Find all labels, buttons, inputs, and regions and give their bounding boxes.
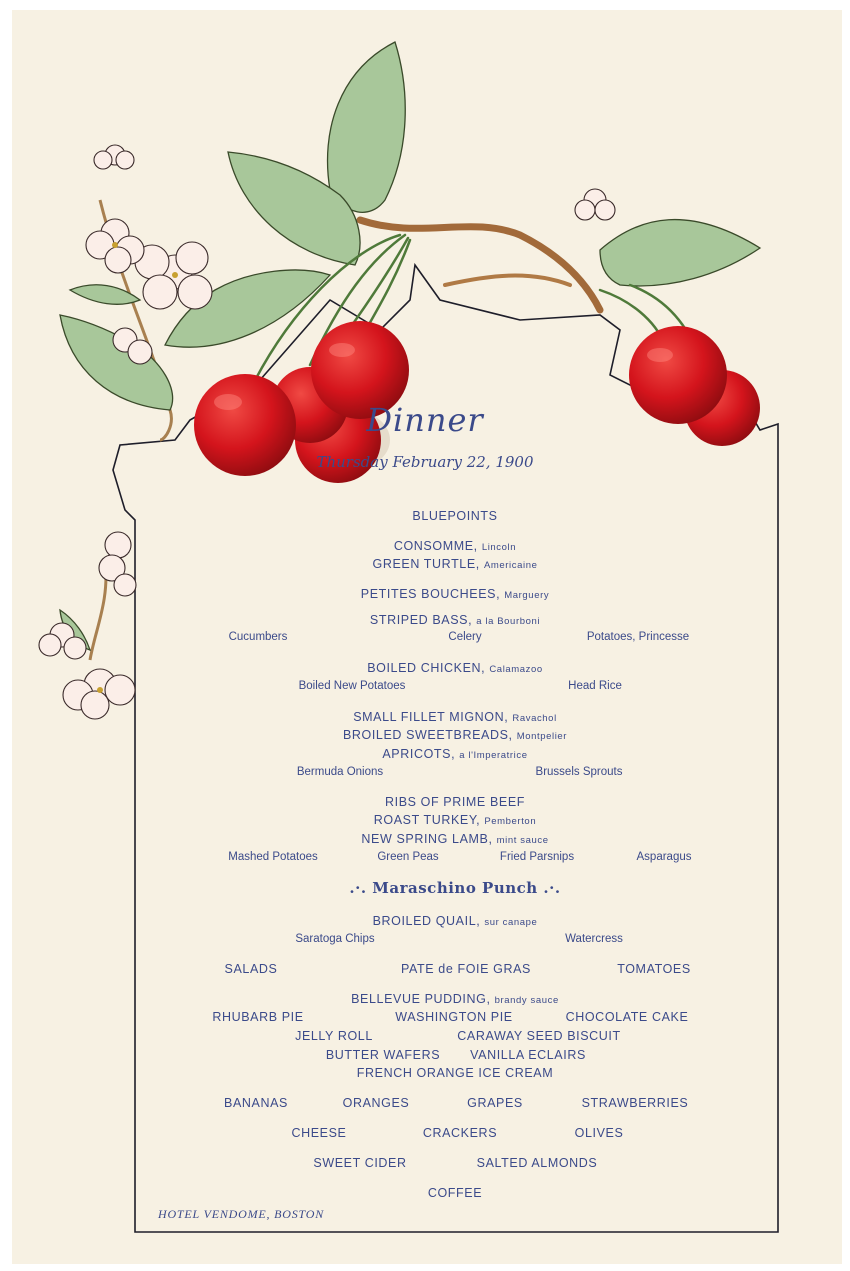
branch-icon — [360, 220, 600, 310]
hotel-footer: HOTEL VENDOME, BOSTON — [158, 1207, 325, 1221]
course-consomme: CONSOMME, Lincoln — [393, 539, 517, 553]
course-striped-bass: STRIPED BASS, a la Bourboni — [369, 613, 541, 627]
course-coffee: COFFEE — [427, 1186, 483, 1200]
maraschino-punch: .·. Maraschino Punch .·. — [349, 879, 561, 897]
course-sweetbreads: BROILED SWEETBREADS, Montpelier — [342, 728, 568, 742]
course-boiled-chicken: BOILED CHICKEN, Calamazoo — [367, 661, 543, 675]
course-broiled-quail: BROILED QUAIL, sur canape — [372, 914, 538, 928]
course-bluepoints: BLUEPOINTS — [412, 509, 498, 523]
course-roast-turkey: ROAST TURKEY, Pemberton — [373, 813, 537, 827]
course-spring-lamb: NEW SPRING LAMB, mint sauce — [361, 832, 549, 846]
course-bellevue-pudding: BELLEVUE PUDDING, brandy sauce — [351, 992, 559, 1006]
course-petites-bouchees: PETITES BOUCHEES, Marguery — [360, 587, 550, 601]
dessert-ice-cream: FRENCH ORANGE ICE CREAM — [356, 1066, 554, 1080]
course-green-turtle: GREEN TURTLE, Americaine — [372, 557, 538, 571]
course-apricots: APRICOTS, a l'Imperatrice — [382, 747, 528, 761]
course-fillet-mignon: SMALL FILLET MIGNON, Ravachol — [353, 710, 557, 724]
course-prime-beef: RIBS OF PRIME BEEF — [385, 795, 525, 809]
menu-title: Dinner — [366, 401, 484, 439]
menu-date: Thursday February 22, 1900 — [316, 453, 534, 471]
menu-page: Dinner Thursday February 22, 1900 BLUEPOINTS CONSOMME, Lincoln GREEN TURTLE, Americaine PETITES BOUCHEES, Marguery STRIPED BASS, a la Bourboni Cucumbers Celery Potatoes, Princesse BOILED CHICKEN, Calamazoo Boiled New Potatoes Head Rice SMALL FILLET MIGNON, Ravachol BROILED SWEETBREADS, Montpelier APRICOTS, a l'Imperatrice Bermuda Onions Brussels Sprouts RIBS OF PRIME BEEF ROAST TURKEY, Pemberton NEW SPRING LAMB, mint sauce Mashed Potatoes Green Peas Fried Parsnips Asparagus .·. Maraschino Punch .·. BROILED QUAIL, sur canape Saratoga Chips Watercress SALADS PATE de FOIE GRAS TOMATOES BELLEVUE PUDDING, brandy sauce RHUBARB PIE WASHINGTON PIE CHOCOLATE CAKE JELLY ROLL CARAWAY SEED BISCUIT BUTTER WAFERS VANILLA ECLAIRS FRENCH ORANGE ICE CREAM BANANAS ORANGES GRAPES STRAWBERRIES CHEESE CRACKERS OLIVES SWEET CIDER SALTED ALMONDS COFFEE HOTEL VENDOME, BOSTON — [0, 0, 850, 1271]
